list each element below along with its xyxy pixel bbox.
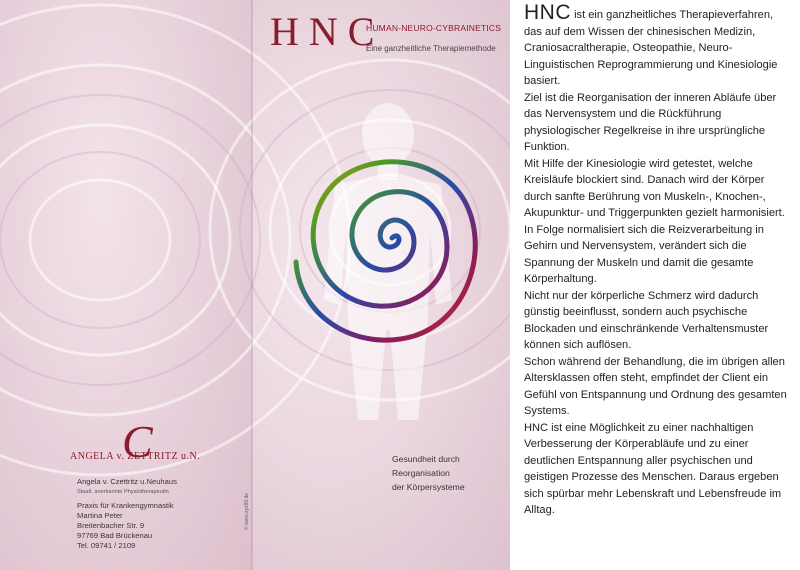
tagline: Eine ganzheitliche Therapiemethode [366,44,496,53]
body-text [524,1,794,519]
contact-phone: Tel. 09741 / 2109 [77,541,136,550]
motto-line: der Körpersysteme [392,482,465,492]
motto-line: Reorganisation [392,468,450,478]
paragraph: Ziel ist die Reorganisation der inneren Abläufe über das Nervensystem und die Rückführung physiologischer Regelkreise in ihre ursprüngliche Funktion. [524,91,777,153]
motto [392,452,465,494]
paragraph: Mit Hilfe der Kinesiologie wird getestet, welche Kreisläufe blockiert sind. Danach wird der Körper durch sanfte Berührung von Muskeln-, Knochen-, Akupunktur- und Triggerpunkten gezielt harmonisiert. [524,157,785,219]
contact-practice: Praxis für Krankengymnastik [77,501,174,510]
paragraph: HNC ist ein ganzheitliches Therapieverfahren, das auf dem Wissen der chinesischen Medizin, Craniosacraltherapie, Osteopathie, Neuro-Linguistischen Reprogrammierung und Kinesiologie basiert. [524,1,778,87]
logo-letter: C [122,416,153,467]
motto-line: Gesundheit durch [392,454,460,464]
contact-qualification: Staatl. anerkannte Physiotherapeutin [77,489,169,495]
brand-subtitle: HUMAN-NEURO-CYBRAINETICS [366,23,502,33]
paragraph: In Folge normalisiert sich die Reizverarbeitung in Gehirn und Nervensystem, verändert sich die Spannung der Muskeln und damit die gesamte Körperhaltung. [524,223,764,285]
contact-card [70,416,250,555]
human-silhouette [324,103,452,420]
paragraph: Schon während der Behandlung, die im übrigen allen Altersklassen offen steht, empfindet der Client ein Gefühl von Entspannung und Ordnung des gesamten Systems. [524,355,787,417]
fold-line [251,0,253,570]
paragraph: Nicht nur der körperliche Schmerz wird dadurch günstig beeinflusst, sondern auch psychische Blockaden und einschränkende Verhaltensmuster können sich auflösen. [524,289,769,351]
logo-text: ANGELA v. ZETTRITZ u.N. [70,451,201,462]
contact-name: Angela v. Czettritz u.Neuhaus [77,477,177,486]
contact-city: 97769 Bad Brückenau [77,531,153,540]
contact-staff: Martina Peter [77,511,123,520]
brand-title: HNC [270,9,385,54]
paragraph: HNC ist eine Möglichkeit zu einer nachhaltigen Verbesserung der Körperabläufe und zu einer deutlichen Entspannung aller psychischen und geistigen Prozesse des Menschen. Daraus ergeben sich spürbar mehr Lebenskraft und Lebensfreude im Alltag. [524,421,782,516]
vertical-credit: © www.xyz99.de [244,492,250,530]
lead-word: HNC [524,1,571,24]
contact-street: Breitenbacher Str. 9 [77,521,145,530]
